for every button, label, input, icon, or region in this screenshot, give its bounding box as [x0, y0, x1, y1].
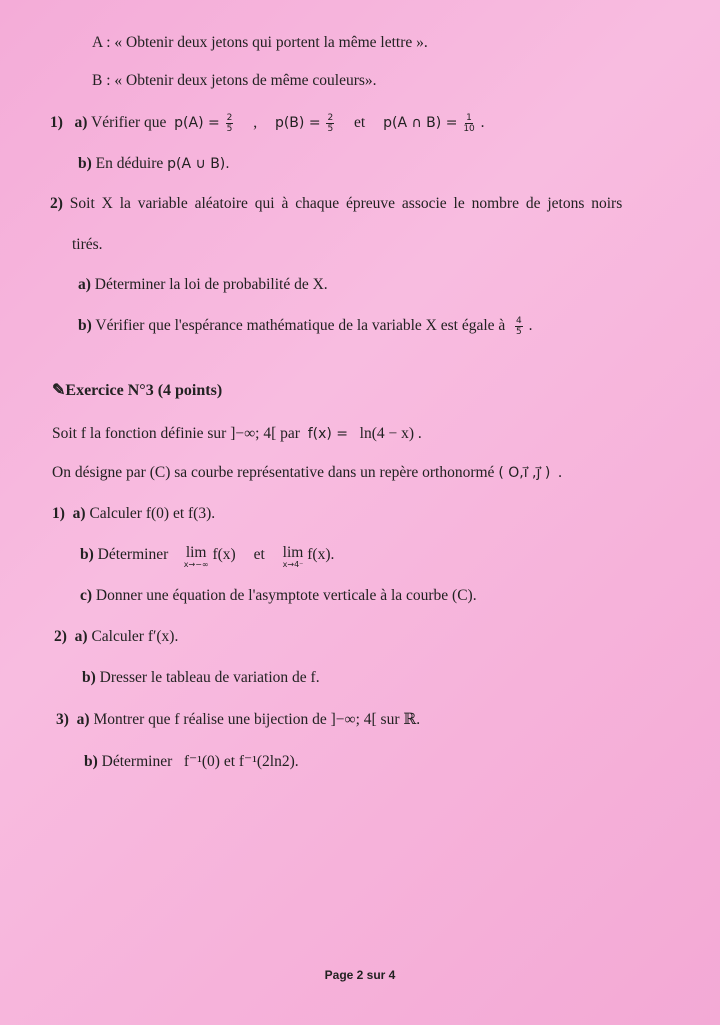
math-expression: f⁻¹(0) et f⁻¹(2ln2). — [183, 753, 299, 770]
limit-four-minus — [283, 545, 304, 569]
denominator: 10 — [463, 124, 475, 134]
exercise-3-intro-1 — [52, 424, 422, 444]
math-expression: p(A ∪ B). — [167, 156, 230, 172]
question-text: Montrer que f réalise une bijection de ]−∞; 4[ sur ℝ. — [93, 711, 421, 728]
ex3-question-2b — [82, 668, 320, 688]
question-number: 1) — [50, 114, 63, 132]
ex3-question-1a — [52, 504, 215, 524]
lim-function: f(x). — [307, 546, 335, 563]
exercise-title: Exercice N°3 (4 points) — [65, 382, 223, 399]
question-text: Déterminer — [101, 753, 173, 770]
question-number: 2) — [54, 628, 67, 645]
ex3-question-1c — [80, 586, 477, 606]
fraction-pab — [463, 113, 474, 134]
lim-function: f(x) — [212, 546, 236, 563]
question-text: Calculer f(0) et f(3). — [89, 505, 216, 522]
question-text: Déterminer la loi de probabilité de X. — [94, 276, 328, 293]
ex3-question-2a — [54, 627, 178, 647]
question-text: Soit X la variable aléatoire qui à chaque épreuve associe le nombre de jetons noirs — [69, 195, 623, 212]
exercise-3-heading — [52, 381, 222, 401]
fraction-pa — [226, 113, 234, 134]
intro-text: Soit f la fonction définie sur ]−∞; 4[ par — [52, 425, 300, 442]
page-number: Page 2 sur 4 — [324, 968, 396, 982]
period: . — [528, 317, 533, 335]
intro-text: On désigne par (C) sa courbe représentative dans un repère orthonormé — [52, 464, 495, 481]
question-number: 3) — [56, 711, 69, 728]
question-1b — [78, 154, 230, 174]
sub-label: b) — [78, 317, 92, 335]
question-text: Calculer f′(x). — [91, 628, 179, 645]
question-text: En déduire — [95, 155, 164, 172]
question-number: 2) — [50, 195, 63, 212]
denominator: 5 — [327, 124, 334, 134]
sub-label: a) — [74, 628, 88, 645]
sub-label: b) — [80, 546, 94, 563]
question-text: Dresser le tableau de variation de f. — [99, 669, 320, 686]
sub-label: b) — [78, 155, 92, 172]
conjunction: et — [354, 114, 366, 132]
limit-minus-infinity — [184, 545, 209, 569]
event-a-definition: A : « Obtenir deux jetons qui portent la même lettre ». — [92, 34, 428, 51]
lim-subscript: x→4⁻ — [282, 560, 304, 569]
fraction-expectation — [515, 316, 523, 337]
question-2-intro-cont: tirés. — [72, 236, 103, 253]
question-text: Vérifier que — [91, 114, 167, 132]
sub-label: a) — [76, 711, 90, 728]
question-1a — [50, 113, 485, 134]
lim-operator: lim — [282, 544, 304, 561]
ex3-question-1b — [80, 545, 334, 569]
denominator: 5 — [516, 327, 522, 337]
lim-operator: lim — [185, 544, 207, 561]
question-2-intro — [50, 194, 622, 214]
period: . — [558, 464, 562, 481]
numerator: 1 — [466, 113, 472, 123]
numerator: 4 — [516, 316, 522, 326]
separator: , — [253, 114, 258, 132]
sub-label: b) — [84, 753, 98, 770]
sub-label: a) — [74, 114, 88, 132]
denominator: 5 — [226, 124, 233, 134]
conjunction: et — [253, 546, 265, 563]
period: . — [480, 114, 485, 132]
sub-label: b) — [82, 669, 96, 686]
question-text: Vérifier que l'espérance mathématique de la variable X est égale à — [95, 317, 506, 335]
question-text: Donner une équation de l'asymptote verticale à la courbe (C). — [95, 587, 477, 604]
function-expression: ln(4 − x) . — [359, 425, 422, 442]
exercise-3-intro-2 — [52, 463, 562, 483]
event-b-definition: B : « Obtenir deux jetons de même couleurs». — [92, 72, 377, 89]
fraction-pb — [326, 113, 334, 134]
question-2a — [78, 275, 328, 295]
ex3-question-3a — [56, 710, 420, 730]
lim-subscript: x→−∞ — [183, 560, 209, 569]
question-text: Déterminer — [97, 546, 169, 563]
prob-a-and-b: p(A ∩ B) = — [383, 115, 458, 132]
frame-notation: ( O,i⃗ ,j⃗ ) — [498, 465, 551, 481]
numerator: 2 — [327, 113, 334, 123]
sub-label: a) — [72, 505, 86, 522]
pencil-icon: ✎ — [52, 382, 66, 399]
prob-a: p(A) = — [174, 115, 220, 132]
question-number: 1) — [52, 505, 65, 522]
question-2b — [78, 316, 533, 337]
ex3-question-3b — [84, 752, 299, 772]
sub-label: a) — [78, 276, 91, 293]
prob-b: p(B) = — [274, 115, 321, 132]
sub-label: c) — [80, 587, 93, 604]
numerator: 2 — [226, 113, 233, 123]
function-def: f(x) = — [307, 426, 349, 442]
